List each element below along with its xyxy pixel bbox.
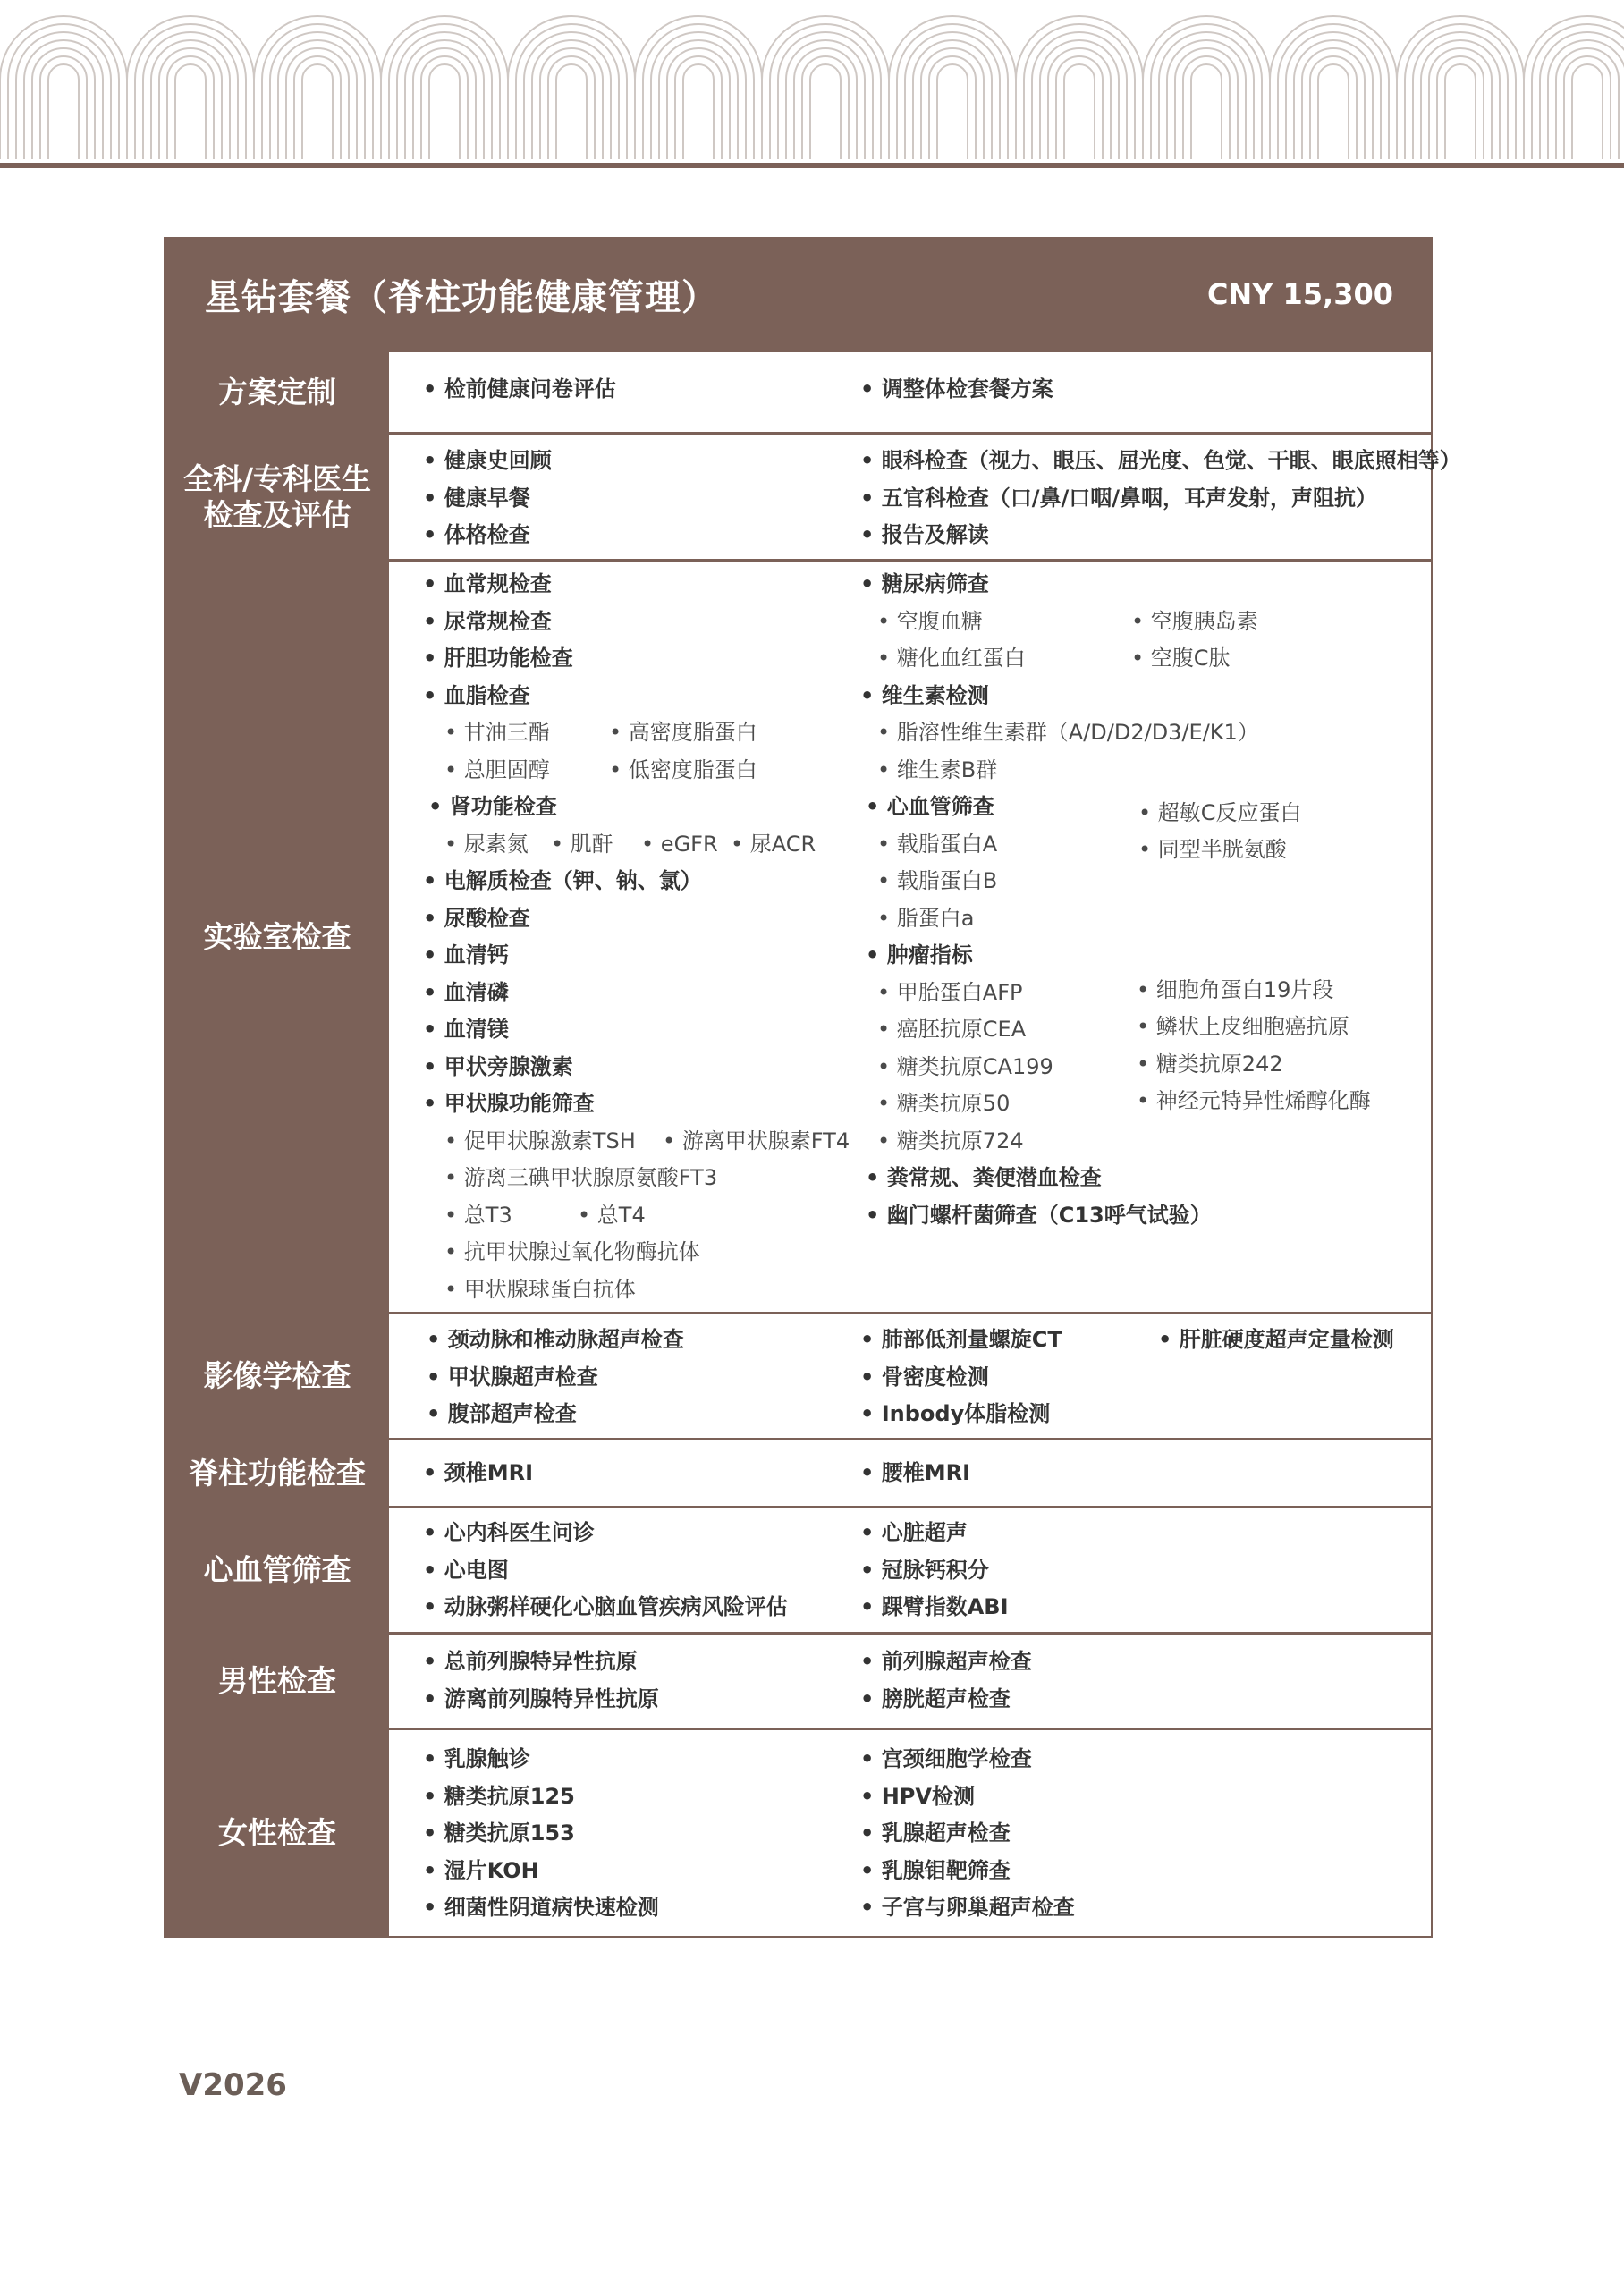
list-item: • 颈椎MRI [423, 1459, 533, 1486]
section-name: 全科/专科医生 检查及评估 [165, 435, 389, 559]
sub-item: • 高密度脂蛋白 [609, 719, 757, 746]
list-item: • 眼科检查（视力、眼压、屈光度、色觉、干眼、眼底照相等） [860, 447, 1461, 474]
list-item: • 粪常规、粪便潜血检查 [866, 1164, 1102, 1191]
package-header [165, 239, 1431, 350]
package-price: CNY 15,300 [1206, 277, 1393, 311]
list-item: • 电解质检查（钾、钠、氯） [423, 867, 702, 894]
list-item: • 检前健康问卷评估 [423, 376, 616, 402]
arch-pattern-decoration [0, 0, 1624, 170]
sub-item: • 空腹胰岛素 [1131, 608, 1258, 635]
sub-item: • 促甲状腺激素TSH [444, 1128, 636, 1154]
list-item: • 维生素检测 [860, 682, 989, 709]
list-item: • 体格检查 [423, 521, 530, 548]
list-item: • 血常规检查 [423, 570, 552, 597]
list-item: • 总前列腺特异性抗原 [423, 1648, 638, 1675]
list-item: • 肾功能检查 [428, 793, 557, 820]
list-item: • 心脏超声 [860, 1519, 968, 1546]
list-item: • 健康史回顾 [423, 447, 552, 474]
sub-item: • 糖化血红蛋白 [877, 645, 1026, 672]
section-items [389, 435, 1461, 559]
section-cardio [165, 1506, 1431, 1632]
list-item: • 报告及解读 [860, 521, 989, 548]
sub-item: • 甲胎蛋白AFP [877, 979, 1023, 1006]
list-item: • 游离前列腺特异性抗原 [423, 1685, 659, 1712]
list-item: • 颈动脉和椎动脉超声检查 [427, 1326, 684, 1353]
list-item: • 尿常规检查 [423, 608, 552, 635]
list-item: • 调整体检套餐方案 [860, 376, 1053, 402]
section-doctor [165, 432, 1461, 559]
section-name: 影像学检查 [165, 1314, 389, 1438]
sub-item: • 尿ACR [731, 831, 816, 857]
list-item: • 血清镁 [423, 1016, 509, 1043]
list-item: • 糖类抗原153 [423, 1820, 575, 1846]
section-imaging [165, 1312, 1431, 1438]
list-item: • 幽门螺杆菌筛查（C13呼气试验） [866, 1202, 1212, 1229]
section-items [389, 1508, 1431, 1632]
list-item: • 五官科检查（口/鼻/口咽/鼻咽，耳声发射，声阻抗） [860, 485, 1377, 511]
list-item: • 乳腺触诊 [423, 1745, 530, 1772]
section-male [165, 1632, 1431, 1728]
section-plan [165, 350, 1431, 432]
list-item: • 心电图 [423, 1557, 509, 1584]
section-items [389, 1314, 1431, 1438]
sub-item: • 糖类抗原242 [1137, 1051, 1283, 1077]
list-item: • Inbody体脂检测 [860, 1400, 1050, 1427]
sub-item: • 抗甲状腺过氧化物酶抗体 [444, 1238, 700, 1265]
version-label: V2026 [179, 2067, 287, 2103]
sub-item: • 癌胚抗原CEA [877, 1016, 1026, 1043]
sub-item: • 同型半胱氨酸 [1138, 836, 1287, 863]
list-item: • 子宫与卵巢超声检查 [860, 1894, 1075, 1921]
list-item: • 乳腺超声检查 [860, 1820, 1011, 1846]
list-item: • 尿酸检查 [423, 905, 530, 932]
list-item: • 前列腺超声检查 [860, 1648, 1032, 1675]
list-item: • 肺部低剂量螺旋CT [860, 1326, 1062, 1353]
section-name: 女性检查 [165, 1730, 389, 1936]
list-item: • 细菌性阴道病快速检测 [423, 1894, 659, 1921]
list-item: • 动脉粥样硬化心脑血管疾病风险评估 [423, 1593, 788, 1620]
sub-item: • 脂蛋白a [877, 905, 975, 932]
section-items [389, 1730, 1431, 1936]
list-item: • 宫颈细胞学检查 [860, 1745, 1032, 1772]
sub-item: • 空腹C肽 [1131, 645, 1231, 672]
list-item: • 甲状腺超声检查 [427, 1364, 598, 1390]
sub-item: • 甘油三酯 [444, 719, 550, 746]
sub-item: • 载脂蛋白B [877, 867, 997, 894]
sub-item: • 糖类抗原724 [877, 1128, 1024, 1154]
package-title: 星钻套餐（脊柱功能健康管理） [205, 276, 718, 318]
list-item: • 肝胆功能检查 [423, 645, 573, 672]
sub-item: • 总T4 [578, 1202, 646, 1229]
list-item: • 乳腺钼靶筛查 [860, 1857, 1011, 1884]
section-spine [165, 1438, 1431, 1506]
package-table [164, 237, 1461, 1938]
list-item: • 肿瘤指标 [866, 942, 973, 968]
sub-item: • 总胆固醇 [444, 756, 550, 783]
list-item: • 心血管筛查 [866, 793, 994, 820]
list-item: • 血脂检查 [423, 682, 530, 709]
sub-item: • 脂溶性维生素群（A/D/D2/D3/E/K1） [877, 719, 1259, 746]
section-female [165, 1728, 1431, 1936]
list-item: • 健康早餐 [423, 485, 530, 511]
sub-item: • 超敏C反应蛋白 [1138, 799, 1302, 826]
sub-item: • 载脂蛋白A [877, 831, 997, 857]
section-items [389, 1635, 1431, 1728]
header-banner [0, 0, 1624, 170]
sub-item: • 糖类抗原CA199 [877, 1053, 1053, 1080]
sub-item: • 甲状腺球蛋白抗体 [444, 1276, 636, 1303]
section-items [389, 1440, 1431, 1506]
section-items [389, 352, 1431, 432]
list-item: • 冠脉钙积分 [860, 1557, 989, 1584]
section-lab [165, 559, 1431, 1312]
sub-item: • 空腹血糖 [877, 608, 983, 635]
section-name: 脊柱功能检查 [165, 1440, 389, 1506]
sub-item: • eGFR [641, 831, 718, 857]
list-item: • 心内科医生问诊 [423, 1519, 595, 1546]
sub-item: • 游离三碘甲状腺原氨酸FT3 [444, 1164, 717, 1191]
sub-item: • 尿素氮 [444, 831, 529, 857]
sub-item: • 肌酐 [551, 831, 613, 857]
list-item: • 血清磷 [423, 979, 509, 1006]
list-item: • 腰椎MRI [860, 1459, 970, 1486]
sub-item: • 鳞状上皮细胞癌抗原 [1137, 1013, 1349, 1040]
list-item: • 甲状腺功能筛查 [423, 1090, 595, 1117]
list-item: • 踝臂指数ABI [860, 1593, 1009, 1620]
section-name: 实验室检查 [165, 562, 389, 1312]
list-item: • 膀胱超声检查 [860, 1685, 1011, 1712]
section-name: 方案定制 [165, 352, 389, 432]
sub-item: • 糖类抗原50 [877, 1090, 1010, 1117]
sub-item: • 神经元特异性烯醇化酶 [1137, 1087, 1371, 1114]
section-name: 男性检查 [165, 1635, 389, 1728]
sub-item: • 游离甲状腺素FT4 [663, 1128, 850, 1154]
sub-item: • 细胞角蛋白19片段 [1137, 976, 1333, 1003]
list-item: • 肝脏硬度超声定量检测 [1158, 1326, 1394, 1353]
list-item: • HPV检测 [860, 1783, 975, 1810]
sub-item: • 低密度脂蛋白 [609, 756, 757, 783]
list-item: • 血清钙 [423, 942, 509, 968]
list-item: • 糖类抗原125 [423, 1783, 575, 1810]
list-item: • 腹部超声检查 [427, 1400, 577, 1427]
list-item: • 甲状旁腺激素 [423, 1053, 573, 1080]
list-item: • 骨密度检测 [860, 1364, 989, 1390]
list-item: • 湿片KOH [423, 1857, 539, 1884]
section-items [389, 562, 1431, 1312]
sub-item: • 维生素B群 [877, 756, 997, 783]
sub-item: • 总T3 [444, 1202, 512, 1229]
section-name: 心血管筛查 [165, 1508, 389, 1632]
list-item: • 糖尿病筛查 [860, 570, 989, 597]
